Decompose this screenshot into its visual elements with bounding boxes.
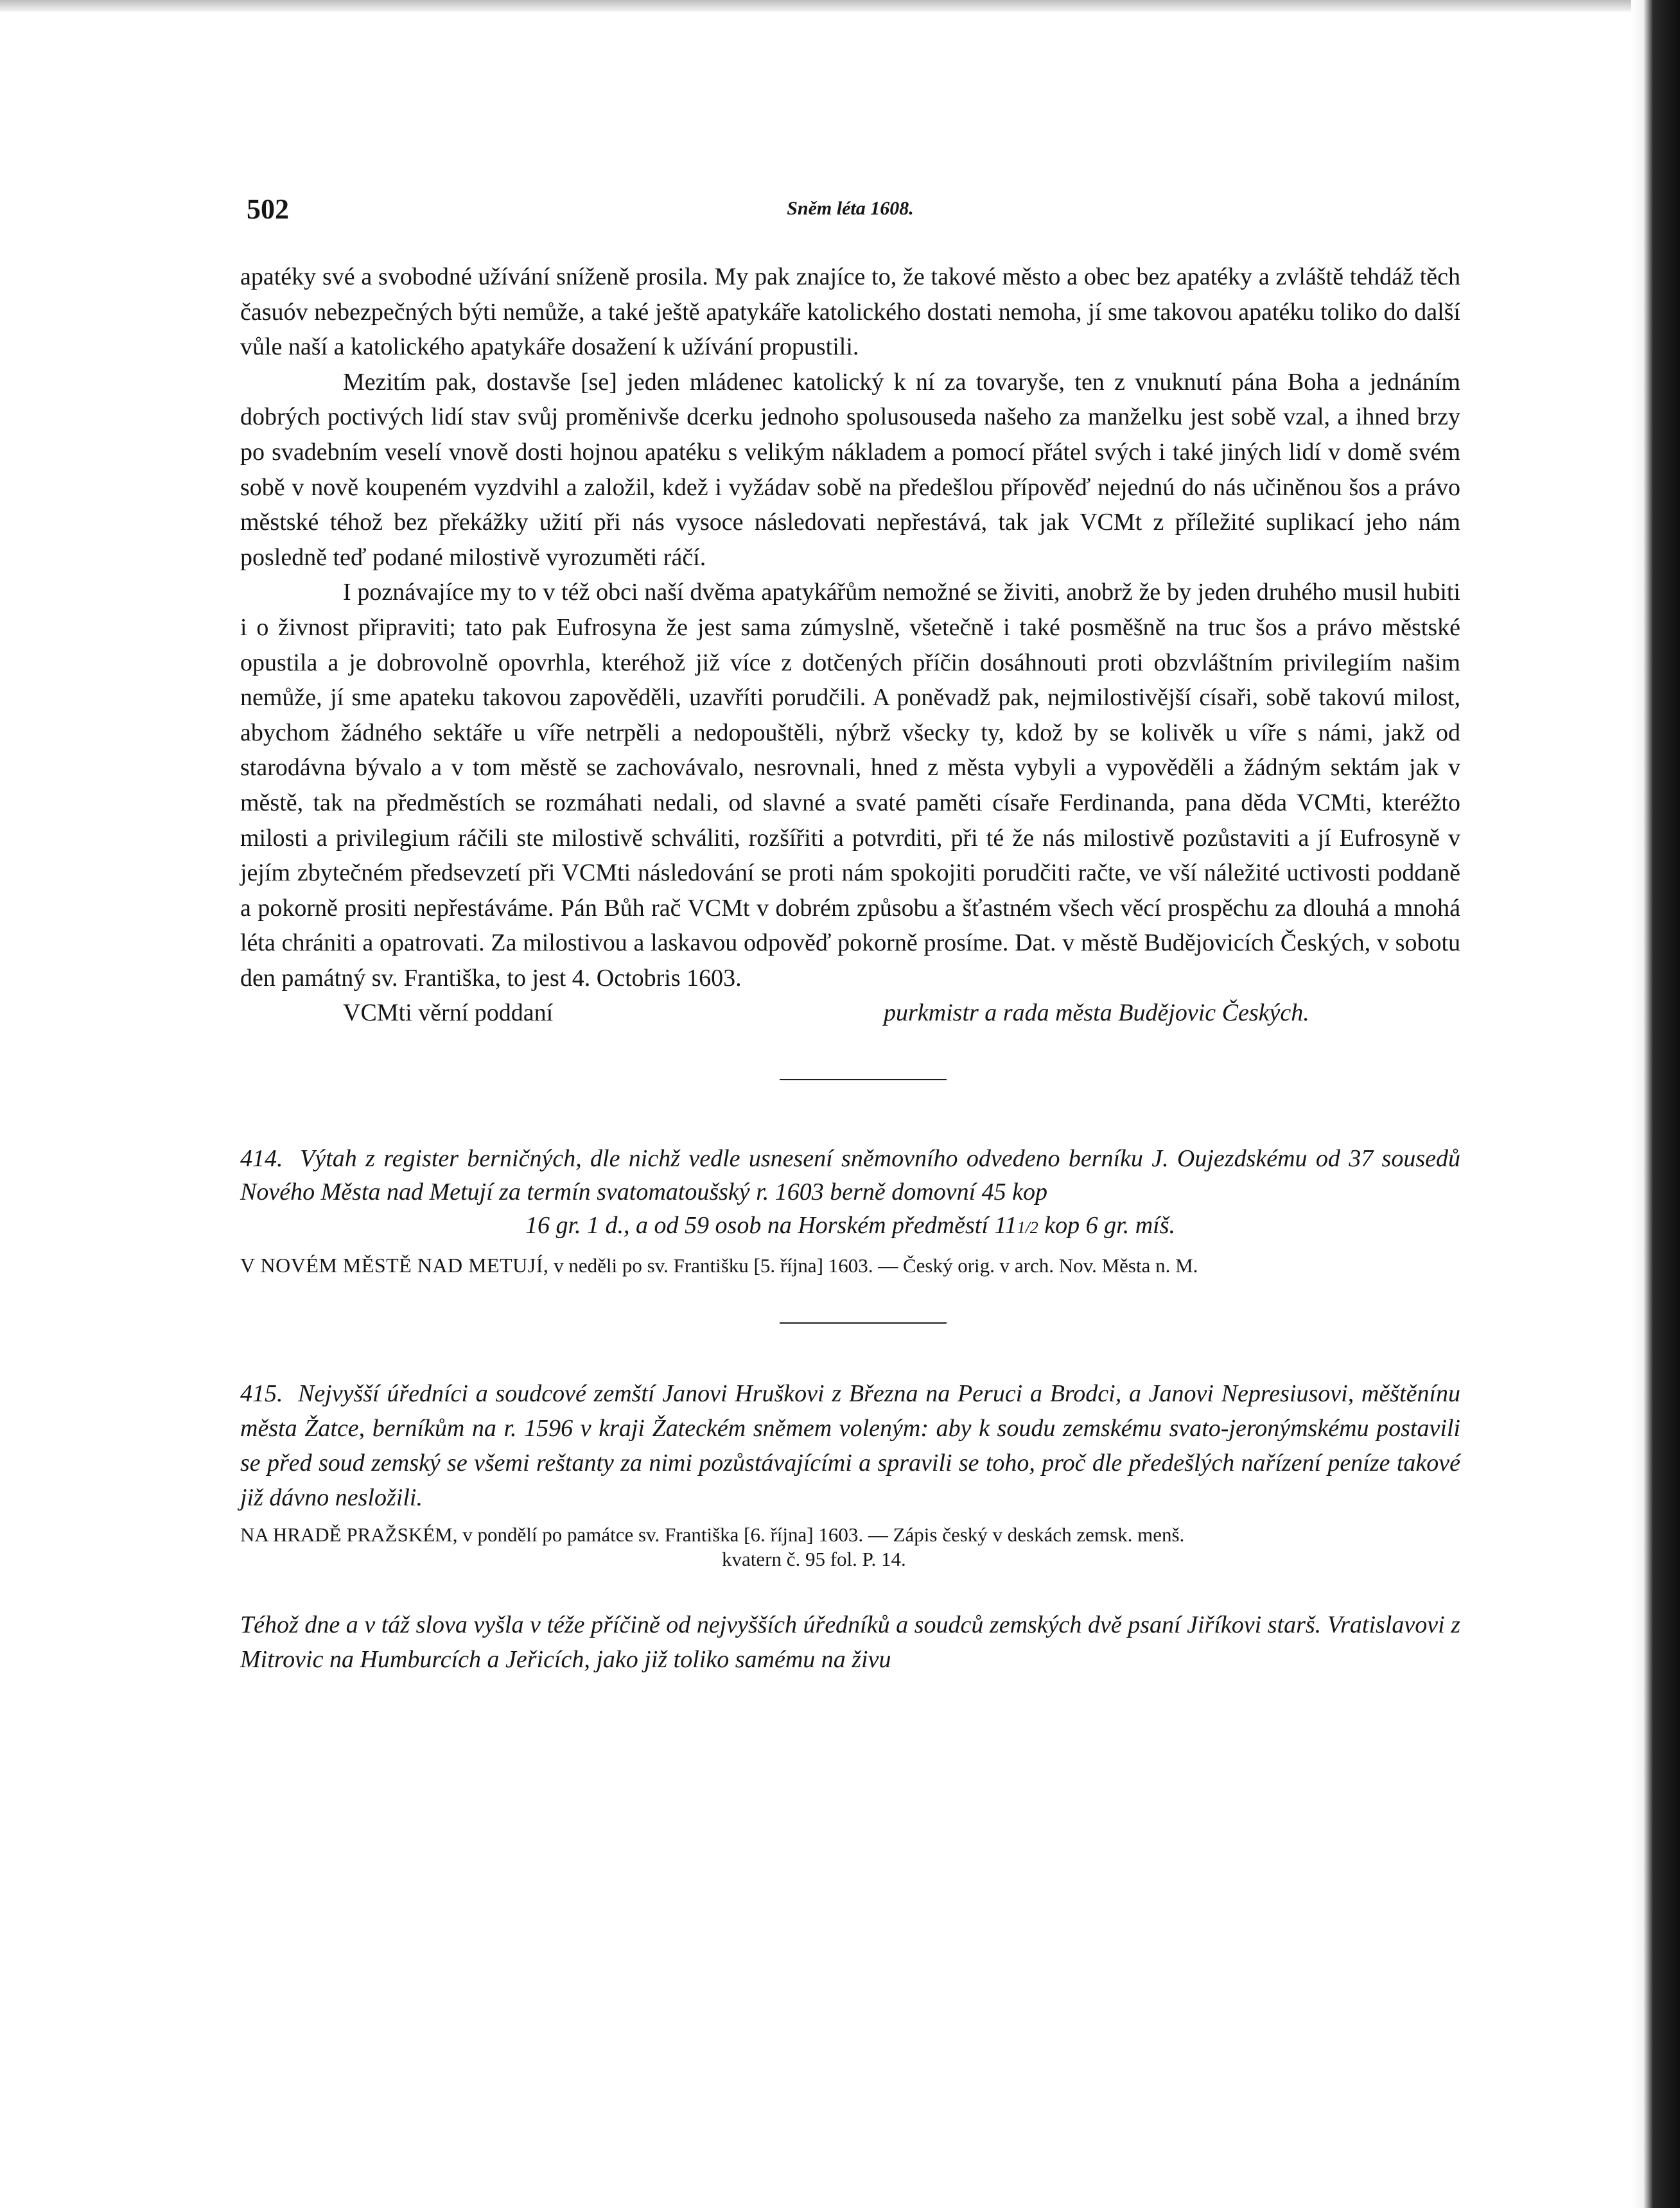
scan-right-edge	[1631, 0, 1680, 2208]
section-divider-2	[780, 1322, 947, 1324]
page-number: 502	[247, 193, 289, 225]
entry-415-title: Nejvyšší úředníci a soudcové zemští Janovi Hruškovi z Března na Peruci a Brodci, a Janovi Nepresiusovi, měštěnínu města Žatce, berníkům na r. 1596 v kraji Žateckém sněmem voleným: aby k soudu zemskému svato-jeronýmskému postavili se před soud zemský se všemi reštanty za nimi pozůstávajícími a spravili se toho, proč dle předešlých nařízení peníze takové již dávno nesložili.	[240, 1380, 1461, 1512]
entry-414-title-tail: 16 gr. 1 d., a od 59 osob na Horském předměstí 11	[525, 1212, 1017, 1240]
entry-414-source	[240, 1252, 1460, 1279]
paragraph-2: Mezitím pak, dostavše [se] jeden mládenec katolický k ní za tovaryše, ten z vnuknutí pána Boha a jednáním dobrých poctivých lidí stav svůj proměnivše dcerku jednoho spolusouseda našeho za manželku jest sobě vzal, a ihned brzy po svadebním veselí vnově dosti hojnou apatéku s velikým nákladem a pomocí přátel svých i také jiných lidí v domě svém sobě v nově koupeném vyzdvihl a založil, kdež i vyžádav sobě na předešlou přípověď nejednú do nás učiněnou šos a právo městské téhož bez překážky užití při nás vysoce následovati nepřestává, tak jak VCMt z příležité suplikací jeho nám posledně teď podané milostivě vyrozuměti ráčí.	[240, 368, 1460, 571]
section-divider	[780, 1079, 947, 1080]
letter-body	[240, 259, 1460, 1030]
entry-414-number: 414.	[240, 1145, 283, 1173]
paragraph-1: apatéky své a svobodné užívání sníženě prosila. My pak znajíce to, že takové město a obec bez apatéky a zvláště tehdáž těch časuóv nebezpečných býti nemůže, a také ještě apatykáře katolického dostati nemoha, jí sme takovou apatéku toliko do další vůle naší a katolického apatykáře dosažení k užívání propustili.	[240, 263, 1460, 361]
entry-414-heading	[240, 1142, 1460, 1245]
closing-text: Téhož dne a v táž slova vyšla v téže příčině od nejvyšších úředníků a soudců zemských dvě psaní Jiříkovi starš. Vratislavovi z Mitrovic na Humburcích a Jeřicích, jako již toliko samému na živu	[240, 1611, 1460, 1674]
entry-414-title: Výtah z register berničných, dle nichž vedle usnesení sněmovního odvedeno berníku J. Oujezdskému od 37 sousedů Nového Města nad Metují za termín svatomatoušský r. 1603 berně domovní 45 kop	[240, 1145, 1460, 1206]
entry-415-source	[240, 1523, 1460, 1572]
entry-414-place: V NOVÉM MĚSTĚ NAD METUJÍ,	[240, 1254, 549, 1277]
document-page	[240, 193, 1460, 1677]
running-header	[240, 193, 1460, 231]
entry-415-number: 415.	[240, 1380, 283, 1408]
entry-414-source-text: v neděli po sv. Františku [5. října] 1603. — Český orig. v arch. Nov. Města n. M.	[548, 1254, 1198, 1277]
entry-414-fraction: 1/2	[1017, 1218, 1038, 1238]
signature-left: VCMti věrní poddaní	[343, 999, 554, 1027]
scan-top-border	[0, 0, 1680, 12]
entry-415-source-line1: v pondělí po památce sv. Františka [6. října] 1603. — Zápis český v deskách zemsk. menš.	[457, 1523, 1185, 1546]
entry-414-title-end: kop 6 gr. míš.	[1038, 1212, 1176, 1240]
entry-415-heading	[240, 1376, 1460, 1515]
entry-415-source-line2: kvatern č. 95 fol. P. 14.	[722, 1548, 906, 1571]
signature-right: purkmistr a rada města Budějovic Českých.	[884, 999, 1309, 1027]
entry-415-place: NA HRADĚ PRAŽSKÉM,	[240, 1523, 458, 1546]
closing-paragraph	[240, 1608, 1460, 1677]
signature-line	[240, 995, 1460, 1030]
running-title: Sněm léta 1608.	[787, 198, 914, 219]
paragraph-3: I poznávajíce my to v též obci naší dvěma apatykářům nemožné se živiti, anobrž že by jeden druhého musil hubiti i o živnost připraviti; tato pak Eufrosyna že jest sama zúmyslně, všetečně i také posměšně na truc šos a právo městské opustila a je dobrovolně opovrhla, kteréhož již více z dotčených příčin dosáhnouti proti obzvláštním privilegiím našim nemůže, jí sme apateku takovou zapověděli, uzavříti porudčili. A poněvadž pak, nejmilostivější císaři, sobě takovú milost, abychom žádného sektáře u víře netrpěli a nedopouštěli, nýbrž všecky ty, kdož by se kolivěk u víře s námi, jakž od starodávna bývalo a v tom městě se zachovávalo, nesrovnali, hned z města vybyli a vypověděli a žádným sektám jak v městě, tak na předměstích se rozmáhati nedali, od slavné a svaté paměti císaře Ferdinanda, pana děda VCMti, kteréžto milosti a privilegium ráčili ste milostivě schváliti, rozšířiti a potvrditi, při té že nás milostivě pozůstaviti a jí Eufrosyně v jejím zbytečném předsevzetí při VCMti následování se proti nám spokojiti porudčiti račte, ve vší náležité uctivosti poddaně a pokorně prositi nepřestáváme. Pán Bůh rač VCMt v dobrém způsobu a šťastném všech věcí prospěchu za dlouhá a mnohá léta chrániti a opatrovati. Za milostivou a laskavou odpověď pokorně prosíme. Dat. v městě Budějovicích Českých, v sobotu den památný sv. Františka, to jest 4. Octobris 1603.	[240, 579, 1460, 992]
